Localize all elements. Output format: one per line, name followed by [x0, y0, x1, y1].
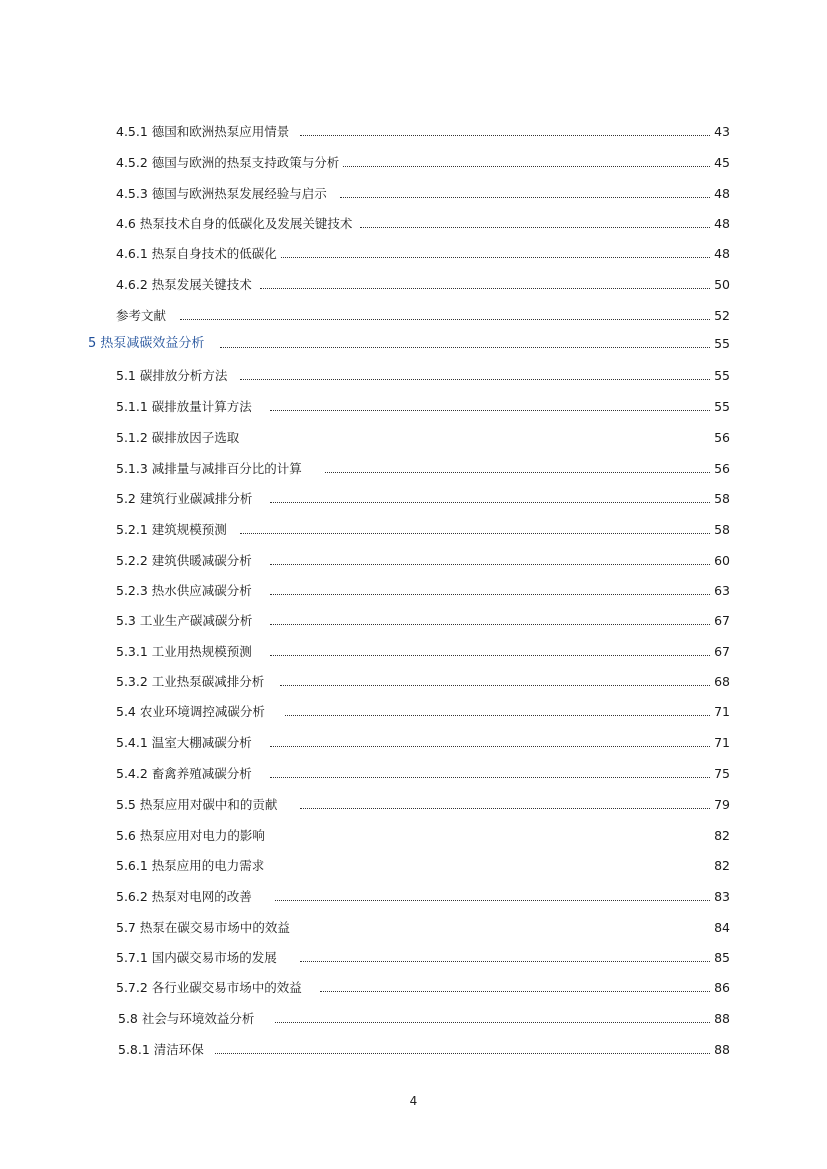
toc-entry-page: 48	[710, 214, 730, 234]
toc-entry[interactable]	[0, 366, 827, 386]
toc-entry[interactable]	[0, 275, 827, 295]
toc-entry-page: 60	[710, 551, 730, 571]
toc-entry-page: 63	[710, 581, 730, 601]
toc-entry-page: 55	[710, 334, 730, 354]
toc-entry-title: 5.2.2 建筑供暖减碳分析	[116, 551, 256, 571]
toc-entry-title: 5.7 热泵在碳交易市场中的效益	[116, 918, 294, 938]
toc-leader-dots	[275, 1022, 712, 1023]
toc-entry-title: 4.6.2 热泵发展关键技术	[116, 275, 256, 295]
toc-entry-page: 86	[710, 978, 730, 998]
toc-entry-page: 88	[710, 1009, 730, 1029]
toc-entry[interactable]	[0, 581, 827, 601]
toc-entry[interactable]	[0, 918, 827, 938]
toc-entry-title: 5.6.2 热泵对电网的改善	[116, 887, 256, 907]
toc-entry-title: 4.5.2 德国与欧洲的热泵支持政策与分析	[116, 153, 343, 173]
toc-leader-dots	[180, 319, 712, 320]
toc-entry[interactable]	[0, 733, 827, 753]
toc-entry[interactable]	[0, 856, 827, 876]
toc-entry-title: 5.1.2 碳排放因子选取	[116, 428, 243, 448]
toc-entry-title: 5.6.1 热泵应用的电力需求	[116, 856, 268, 876]
toc-chapter-entry[interactable]	[0, 334, 827, 354]
toc-entry[interactable]	[0, 948, 827, 968]
toc-entry-page: 52	[710, 306, 730, 326]
toc-leader-dots	[240, 379, 712, 380]
toc-leader-dots	[340, 197, 712, 198]
toc-entry-page: 58	[710, 489, 730, 509]
toc-entry-page: 67	[710, 611, 730, 631]
toc-entry[interactable]	[0, 153, 827, 173]
toc-entry-title: 5.3.2 工业热泵碳减排分析	[116, 672, 268, 692]
toc-entry-page: 88	[710, 1040, 730, 1060]
toc-entry[interactable]	[0, 764, 827, 784]
toc-entry-page: 68	[710, 672, 730, 692]
toc-leader-dots	[220, 347, 712, 348]
toc-leader-dots	[270, 502, 712, 503]
toc-leader-dots	[285, 715, 712, 716]
toc-entry[interactable]	[0, 214, 827, 234]
toc-entry[interactable]	[0, 642, 827, 662]
toc-leader-dots	[240, 533, 712, 534]
toc-entry-page: 48	[710, 184, 730, 204]
toc-entry-title: 5.3 工业生产碳减碳分析	[116, 611, 256, 631]
toc-entry[interactable]	[0, 459, 827, 479]
toc-entry[interactable]	[0, 428, 827, 448]
toc-entry[interactable]	[0, 244, 827, 264]
toc-entry-title: 5.7.2 各行业碳交易市场中的效益	[116, 978, 306, 998]
toc-entry-page: 82	[710, 856, 730, 876]
toc-entry[interactable]	[0, 489, 827, 509]
toc-entry[interactable]	[0, 122, 827, 142]
toc-entry-title: 4.6.1 热泵自身技术的低碳化	[116, 244, 281, 264]
toc-entry-page: 56	[710, 459, 730, 479]
toc-entry-title: 5.6 热泵应用对电力的影响	[116, 826, 269, 846]
toc-entry-page: 83	[710, 887, 730, 907]
toc-chapter-title: 5 热泵减碳效益分析	[88, 334, 208, 354]
toc-entry-title: 4.5.1 德国和欧洲热泵应用情景	[116, 122, 293, 142]
toc-entry-title: 5.1.1 碳排放量计算方法	[116, 397, 256, 417]
toc-entry-title: 5.2.1 建筑规模预测	[116, 520, 231, 540]
toc-leader-dots	[360, 227, 712, 228]
toc-leader-dots	[215, 1053, 712, 1054]
toc-entry[interactable]	[0, 826, 827, 846]
toc-entry-title: 5.8 社会与环境效益分析	[118, 1009, 258, 1029]
toc-leader-dots	[340, 166, 712, 167]
toc-entry[interactable]	[0, 306, 827, 326]
toc-leader-dots	[280, 257, 712, 258]
toc-entry-page: 55	[710, 366, 730, 386]
toc-entry-page: 71	[710, 733, 730, 753]
toc-leader-dots	[300, 808, 712, 809]
toc-entry-title: 5.3.1 工业用热规模预测	[116, 642, 256, 662]
toc-entry-page: 50	[710, 275, 730, 295]
toc-entry[interactable]	[0, 672, 827, 692]
toc-entry-page: 67	[710, 642, 730, 662]
toc-entry-page: 71	[710, 702, 730, 722]
toc-entry-page: 58	[710, 520, 730, 540]
toc-leader-dots	[300, 961, 712, 962]
toc-entry-page: 84	[710, 918, 730, 938]
toc-entry-title: 5.4.2 畜禽养殖减碳分析	[116, 764, 256, 784]
toc-entry-title: 5.4 农业环境调控减碳分析	[116, 702, 269, 722]
toc-leader-dots	[275, 900, 712, 901]
toc-entry[interactable]	[0, 611, 827, 631]
toc-entry-title: 5.2.3 热水供应减碳分析	[116, 581, 256, 601]
toc-entry[interactable]	[0, 887, 827, 907]
toc-leader-dots	[300, 135, 712, 136]
toc-leader-dots	[270, 746, 712, 747]
toc-entry-title: 5.2 建筑行业碳减排分析	[116, 489, 256, 509]
toc-entry-title: 5.1 碳排放分析方法	[116, 366, 231, 386]
toc-entry-page: 48	[710, 244, 730, 264]
toc-entry[interactable]	[0, 551, 827, 571]
page-number: 4	[409, 1094, 418, 1108]
toc-entry[interactable]	[0, 184, 827, 204]
toc-entry-page: 43	[710, 122, 730, 142]
toc-entry[interactable]	[0, 520, 827, 540]
toc-entry[interactable]	[0, 795, 827, 815]
toc-leader-dots	[320, 991, 712, 992]
toc-entry-page: 75	[710, 764, 730, 784]
toc-entry-page: 79	[710, 795, 730, 815]
toc-entry-title: 4.6 热泵技术自身的低碳化及发展关键技术	[116, 214, 356, 234]
toc-entry-page: 45	[710, 153, 730, 173]
toc-leader-dots	[270, 564, 712, 565]
toc-entry-title: 5.5 热泵应用对碳中和的贡献	[116, 795, 281, 815]
toc-entry-page: 55	[710, 397, 730, 417]
toc-entry-page: 56	[710, 428, 730, 448]
toc-leader-dots	[270, 594, 712, 595]
toc-entry[interactable]	[0, 1009, 827, 1029]
toc-entry-page: 82	[710, 826, 730, 846]
toc-entry-title: 5.8.1 清洁环保	[118, 1040, 208, 1060]
toc-leader-dots	[260, 288, 712, 289]
toc-entry-title: 5.1.3 减排量与减排百分比的计算	[116, 459, 306, 479]
toc-entry[interactable]	[0, 1040, 827, 1060]
toc-entry-title: 5.7.1 国内碳交易市场的发展	[116, 948, 281, 968]
toc-entry-title: 5.4.1 温室大棚减碳分析	[116, 733, 256, 753]
toc-leader-dots	[270, 655, 712, 656]
toc-entry-title: 参考文献	[116, 306, 170, 326]
toc-leader-dots	[270, 624, 712, 625]
toc-leader-dots	[280, 685, 712, 686]
toc-leader-dots	[270, 410, 712, 411]
toc-entry[interactable]	[0, 397, 827, 417]
toc-leader-dots	[270, 777, 712, 778]
toc-entry[interactable]	[0, 702, 827, 722]
toc-entry-title: 4.5.3 德国与欧洲热泵发展经验与启示	[116, 184, 331, 204]
toc-leader-dots	[325, 472, 712, 473]
toc-entry[interactable]	[0, 978, 827, 998]
toc-entry-page: 85	[710, 948, 730, 968]
